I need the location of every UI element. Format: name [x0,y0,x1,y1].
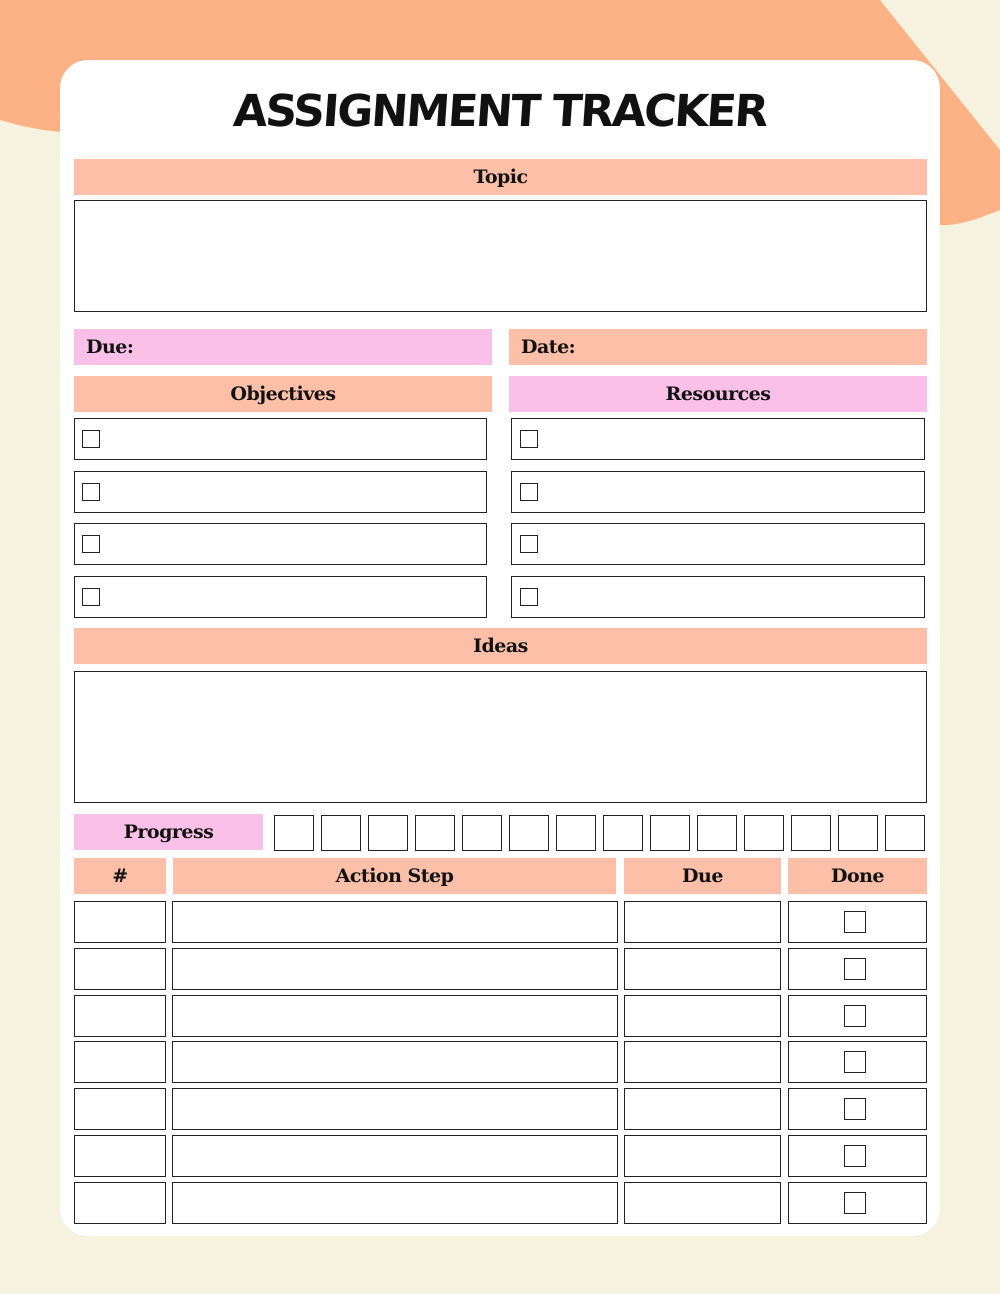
resource-checkbox[interactable] [520,535,538,553]
progress-cell[interactable] [650,815,690,851]
progress-cell[interactable] [791,815,831,851]
progress-cell[interactable] [274,815,314,851]
progress-cell[interactable] [462,815,502,851]
progress-cell[interactable] [603,815,643,851]
progress-cell[interactable] [321,815,361,851]
progress-cell[interactable] [415,815,455,851]
resource-checkbox[interactable] [520,588,538,606]
table-cell-action-step[interactable] [172,901,618,943]
resources-header: Resources [509,376,927,412]
objective-item[interactable] [74,523,487,565]
objective-checkbox[interactable] [82,483,100,501]
done-checkbox[interactable] [844,1145,866,1167]
done-checkbox[interactable] [844,1098,866,1120]
objective-item[interactable] [74,471,487,513]
progress-cell[interactable] [885,815,925,851]
done-checkbox[interactable] [844,1005,866,1027]
resource-item[interactable] [511,471,925,513]
table-cell-due[interactable] [624,1135,781,1177]
resource-checkbox[interactable] [520,430,538,448]
table-cell-number[interactable] [74,1135,166,1177]
done-checkbox[interactable] [844,1051,866,1073]
done-checkbox[interactable] [844,958,866,980]
table-cell-number[interactable] [74,901,166,943]
table-cell-due[interactable] [624,1182,781,1224]
progress-label: Progress [74,814,263,850]
ideas-field[interactable] [74,671,927,803]
table-cell-action-step[interactable] [172,1088,618,1130]
due-field[interactable]: Due: [74,329,492,365]
table-cell-number[interactable] [74,1041,166,1083]
table-cell-number[interactable] [74,995,166,1037]
resource-item[interactable] [511,418,925,460]
table-cell-number[interactable] [74,948,166,990]
table-header-due: Due [624,858,781,894]
progress-cell[interactable] [697,815,737,851]
objective-checkbox[interactable] [82,535,100,553]
table-cell-action-step[interactable] [172,995,618,1037]
date-field[interactable]: Date: [509,329,927,365]
topic-header: Topic [74,159,927,195]
table-header-number: # [74,858,166,894]
topic-field[interactable] [74,200,927,312]
table-cell-action-step[interactable] [172,1041,618,1083]
done-checkbox[interactable] [844,1192,866,1214]
table-cell-due[interactable] [624,1041,781,1083]
progress-cell[interactable] [368,815,408,851]
resource-item[interactable] [511,523,925,565]
done-checkbox[interactable] [844,911,866,933]
table-cell-action-step[interactable] [172,1182,618,1224]
table-cell-due[interactable] [624,948,781,990]
table-header-done: Done [788,858,927,894]
table-cell-due[interactable] [624,901,781,943]
table-cell-number[interactable] [74,1088,166,1130]
progress-cell[interactable] [509,815,549,851]
objective-item[interactable] [74,418,487,460]
ideas-header: Ideas [74,628,927,664]
table-cell-number[interactable] [74,1182,166,1224]
progress-cell[interactable] [744,815,784,851]
objective-item[interactable] [74,576,487,618]
table-cell-action-step[interactable] [172,948,618,990]
objective-checkbox[interactable] [82,430,100,448]
table-cell-due[interactable] [624,995,781,1037]
objective-checkbox[interactable] [82,588,100,606]
table-cell-action-step[interactable] [172,1135,618,1177]
objectives-header: Objectives [74,376,492,412]
progress-cell[interactable] [838,815,878,851]
table-cell-due[interactable] [624,1088,781,1130]
resource-item[interactable] [511,576,925,618]
resource-checkbox[interactable] [520,483,538,501]
progress-cell[interactable] [556,815,596,851]
table-header-action-step: Action Step [173,858,616,894]
page-title: ASSIGNMENT TRACKER [231,86,769,137]
